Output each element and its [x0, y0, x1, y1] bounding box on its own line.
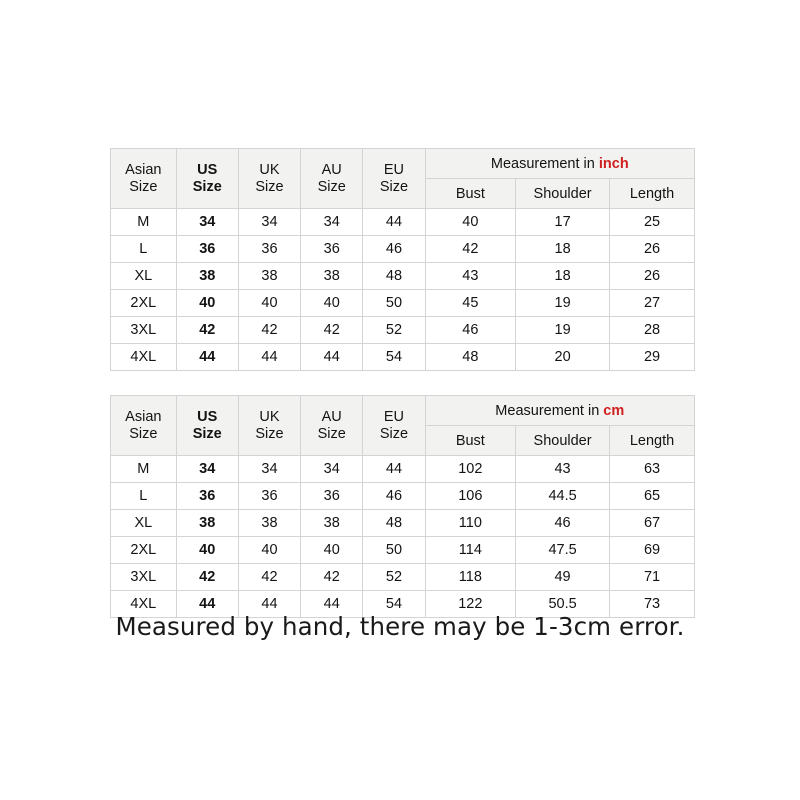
table-header-inch: [111, 149, 695, 209]
cell-eu-size: 48: [363, 510, 425, 537]
size-tables-container: [110, 148, 695, 618]
cell-eu-size: 54: [363, 344, 425, 371]
cell-eu-size: 46: [363, 236, 425, 263]
measurement-unit-inch: inch: [598, 155, 629, 172]
column-header-length-inch: Length: [610, 179, 695, 209]
cell-asian-size: 3XL: [111, 564, 177, 591]
cell-us-size: 34: [176, 456, 238, 483]
cell-asian-size: L: [111, 483, 177, 510]
column-header-uk-size: [238, 149, 300, 209]
cell-eu-size: 48: [363, 263, 425, 290]
uk-size-line1: UK: [259, 162, 280, 179]
cell-asian-size: M: [111, 456, 177, 483]
us-size-line2: Size: [192, 178, 222, 195]
measurement-unit-header-cm: [425, 396, 694, 426]
cell-length: 71: [610, 564, 695, 591]
cell-shoulder: 47.5: [516, 537, 610, 564]
cell-asian-size: 2XL: [111, 290, 177, 317]
cell-uk-size: 42: [238, 317, 300, 344]
table-row: [111, 564, 695, 591]
cell-length: 28: [610, 317, 695, 344]
table-header-cm: [111, 396, 695, 456]
cell-shoulder: 18: [516, 236, 610, 263]
measurement-unit-cm: cm: [603, 402, 625, 419]
cell-us-size: 38: [176, 510, 238, 537]
column-header-length-cm: Length: [610, 426, 695, 456]
cell-shoulder: 46: [516, 510, 610, 537]
us-size-line1: US: [197, 409, 218, 426]
cell-bust: 45: [425, 290, 516, 317]
cell-uk-size: 36: [238, 483, 300, 510]
cell-eu-size: 54: [363, 591, 425, 618]
cell-us-size: 36: [176, 236, 238, 263]
cell-shoulder: 17: [516, 209, 610, 236]
measurement-disclaimer: Measured by hand, there may be 1-3cm error.: [115, 612, 685, 641]
cell-au-size: 40: [301, 290, 363, 317]
header-row-top: [111, 149, 695, 179]
cell-au-size: 36: [301, 236, 363, 263]
cell-au-size: 44: [301, 591, 363, 618]
cell-shoulder: 20: [516, 344, 610, 371]
cell-eu-size: 44: [363, 456, 425, 483]
cell-bust: 42: [425, 236, 516, 263]
cell-length: 26: [610, 236, 695, 263]
cell-bust: 122: [425, 591, 516, 618]
table-row: [111, 290, 695, 317]
cell-us-size: 40: [176, 537, 238, 564]
cell-au-size: 36: [301, 483, 363, 510]
cell-length: 29: [610, 344, 695, 371]
cell-length: 25: [610, 209, 695, 236]
cell-uk-size: 38: [238, 510, 300, 537]
cell-uk-size: 34: [238, 209, 300, 236]
us-size-line2: Size: [192, 425, 222, 442]
table-row: [111, 317, 695, 344]
column-header-au-size: [301, 396, 363, 456]
cell-asian-size: L: [111, 236, 177, 263]
size-table-inch: [110, 148, 695, 371]
cell-bust: 110: [425, 510, 516, 537]
table-row: [111, 263, 695, 290]
cell-au-size: 38: [301, 510, 363, 537]
au-size-line1: AU: [321, 409, 342, 426]
size-table-cm: [110, 395, 695, 618]
cell-shoulder: 19: [516, 290, 610, 317]
cell-bust: 46: [425, 317, 516, 344]
cell-asian-size: 4XL: [111, 591, 177, 618]
cell-us-size: 40: [176, 290, 238, 317]
column-header-asian-size: [111, 396, 177, 456]
cell-uk-size: 44: [238, 344, 300, 371]
column-header-us-size: [176, 396, 238, 456]
cell-shoulder: 19: [516, 317, 610, 344]
cell-bust: 118: [425, 564, 516, 591]
cell-length: 73: [610, 591, 695, 618]
column-header-bust-cm: Bust: [425, 426, 516, 456]
cell-bust: 102: [425, 456, 516, 483]
eu-size-line1: EU: [383, 409, 405, 426]
cell-length: 69: [610, 537, 695, 564]
cell-eu-size: 44: [363, 209, 425, 236]
cell-eu-size: 52: [363, 564, 425, 591]
table-row: [111, 456, 695, 483]
cell-length: 27: [610, 290, 695, 317]
us-size-line1: US: [197, 162, 218, 179]
column-header-eu-size: [363, 396, 425, 456]
cell-us-size: 34: [176, 209, 238, 236]
cell-au-size: 42: [301, 317, 363, 344]
cell-asian-size: 3XL: [111, 317, 177, 344]
cell-bust: 40: [425, 209, 516, 236]
cell-us-size: 42: [176, 564, 238, 591]
cell-length: 26: [610, 263, 695, 290]
measurement-prefix-inch: Measurement in: [490, 155, 599, 172]
cell-shoulder: 49: [516, 564, 610, 591]
uk-size-line1: UK: [259, 409, 280, 426]
cell-us-size: 38: [176, 263, 238, 290]
cell-us-size: 44: [176, 344, 238, 371]
cell-shoulder: 43: [516, 456, 610, 483]
cell-uk-size: 38: [238, 263, 300, 290]
uk-size-line2: Size: [255, 425, 284, 442]
column-header-eu-size: [363, 149, 425, 209]
cell-asian-size: M: [111, 209, 177, 236]
column-header-shoulder-inch: Shoulder: [516, 179, 610, 209]
cell-au-size: 38: [301, 263, 363, 290]
cell-length: 63: [610, 456, 695, 483]
cell-uk-size: 34: [238, 456, 300, 483]
cell-asian-size: 2XL: [111, 537, 177, 564]
cell-us-size: 42: [176, 317, 238, 344]
table-row: [111, 344, 695, 371]
asian-size-line1: Asian: [125, 162, 162, 179]
column-header-au-size: [301, 149, 363, 209]
cell-au-size: 42: [301, 564, 363, 591]
cell-eu-size: 50: [363, 290, 425, 317]
cell-bust: 48: [425, 344, 516, 371]
cell-uk-size: 40: [238, 290, 300, 317]
eu-size-line2: Size: [379, 178, 409, 195]
column-header-uk-size: [238, 396, 300, 456]
column-header-shoulder-cm: Shoulder: [516, 426, 610, 456]
column-header-bust-inch: Bust: [425, 179, 516, 209]
cell-au-size: 34: [301, 209, 363, 236]
cell-eu-size: 50: [363, 537, 425, 564]
cell-us-size: 44: [176, 591, 238, 618]
asian-size-line2: Size: [129, 178, 158, 195]
table-body-inch: [111, 209, 695, 371]
cell-length: 67: [610, 510, 695, 537]
uk-size-line2: Size: [255, 178, 284, 195]
cell-asian-size: 4XL: [111, 344, 177, 371]
cell-asian-size: XL: [111, 263, 177, 290]
eu-size-line2: Size: [379, 425, 409, 442]
cell-shoulder: 44.5: [516, 483, 610, 510]
cell-bust: 43: [425, 263, 516, 290]
asian-size-line1: Asian: [125, 409, 162, 426]
cell-eu-size: 52: [363, 317, 425, 344]
cell-bust: 106: [425, 483, 516, 510]
cell-shoulder: 18: [516, 263, 610, 290]
header-row-top: [111, 396, 695, 426]
measurement-prefix-cm: Measurement in: [495, 402, 604, 419]
column-header-us-size: [176, 149, 238, 209]
table-row: [111, 510, 695, 537]
cell-bust: 114: [425, 537, 516, 564]
cell-uk-size: 36: [238, 236, 300, 263]
cell-eu-size: 46: [363, 483, 425, 510]
au-size-line1: AU: [321, 162, 342, 179]
cell-us-size: 36: [176, 483, 238, 510]
table-row: [111, 537, 695, 564]
table-row: [111, 209, 695, 236]
cell-asian-size: XL: [111, 510, 177, 537]
eu-size-line1: EU: [383, 162, 405, 179]
measurement-unit-header-inch: [425, 149, 694, 179]
column-header-asian-size: [111, 149, 177, 209]
au-size-line2: Size: [317, 425, 346, 442]
cell-length: 65: [610, 483, 695, 510]
cell-shoulder: 50.5: [516, 591, 610, 618]
cell-uk-size: 40: [238, 537, 300, 564]
cell-uk-size: 44: [238, 591, 300, 618]
cell-au-size: 34: [301, 456, 363, 483]
au-size-line2: Size: [317, 178, 346, 195]
cell-uk-size: 42: [238, 564, 300, 591]
table-body-cm: [111, 456, 695, 618]
cell-au-size: 40: [301, 537, 363, 564]
table-row: [111, 483, 695, 510]
table-row: [111, 236, 695, 263]
cell-au-size: 44: [301, 344, 363, 371]
asian-size-line2: Size: [129, 425, 158, 442]
